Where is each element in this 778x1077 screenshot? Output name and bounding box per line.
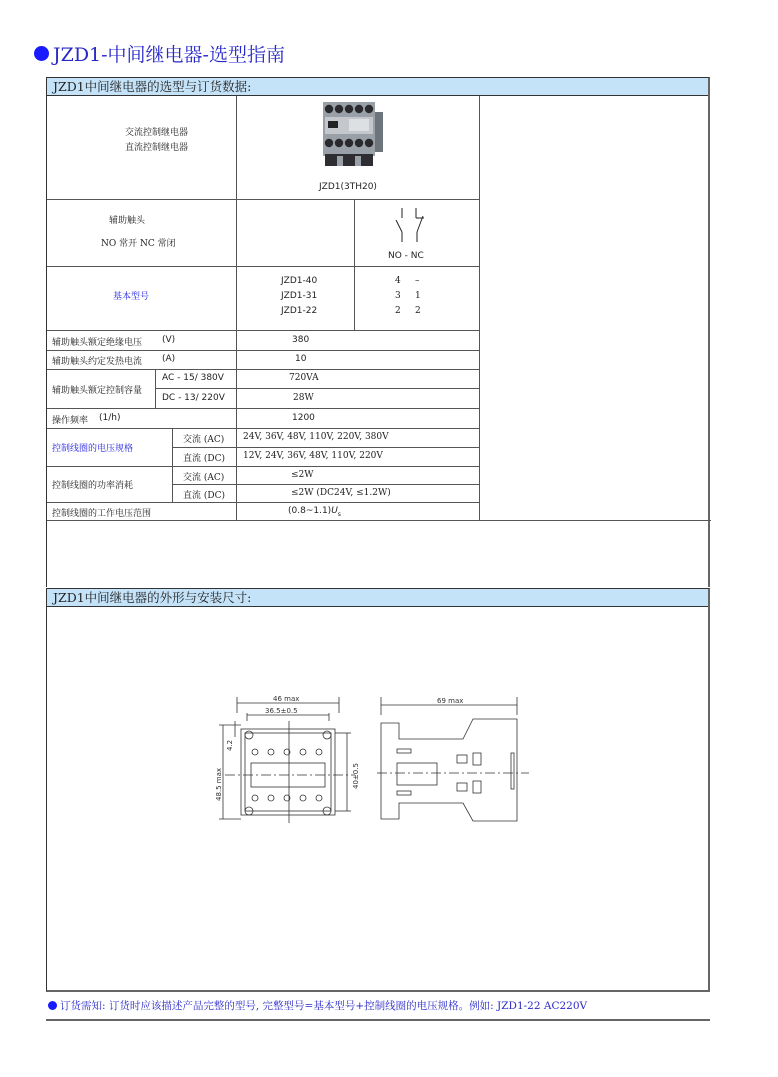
- model-no-count: 3: [395, 291, 401, 301]
- model-nc-count: 1: [415, 291, 421, 301]
- aux-contacts-legend: NO 常开 NC 常闭: [101, 239, 176, 249]
- section-header-selection: JZD1中间继电器的选型与订货数据:: [47, 78, 708, 96]
- divider: [47, 466, 480, 467]
- model-no-count: 2: [395, 306, 401, 316]
- divider: [479, 96, 480, 520]
- model-nc-count: –: [415, 276, 420, 286]
- model-name: JZD1-40: [281, 276, 318, 286]
- ordering-note: [48, 998, 587, 1013]
- aux-contacts-label: 辅助触头: [109, 216, 146, 226]
- spec-value: 28W: [293, 393, 314, 403]
- spec-label: 控制线圈的工作电压范围: [52, 509, 152, 519]
- model-name: JZD1-22: [281, 306, 318, 316]
- divider: [155, 388, 480, 389]
- selection-section: [46, 77, 710, 587]
- divider: [47, 350, 480, 351]
- spec-label: 辅助触头额定控制容量: [52, 386, 143, 396]
- type-ac-relay: 交流控制继电器: [125, 128, 189, 138]
- divider: [47, 330, 480, 331]
- divider: [47, 408, 480, 409]
- spec-value: 10: [295, 354, 307, 364]
- divider: [236, 96, 237, 520]
- spec-value: $(0.8\sim 1.1)U_s$: [288, 506, 341, 518]
- page-title: [34, 40, 285, 66]
- divider: [47, 502, 480, 503]
- divider: [47, 369, 480, 370]
- no-nc-contact-symbol-icon: [392, 206, 432, 244]
- spec-label: 控制线圈的电压规格: [52, 444, 134, 454]
- footer-divider: [46, 1019, 710, 1021]
- model-name: JZD1-31: [281, 291, 318, 301]
- type-dc-relay: 直流控制继电器: [125, 143, 189, 153]
- divider: [47, 428, 480, 429]
- relay-product-image: [319, 100, 389, 170]
- spec-label: 操作频率: [52, 416, 89, 426]
- spec-value: ≤2W: [291, 470, 314, 480]
- no-nc-caption: NO - NC: [388, 251, 424, 261]
- spec-unit: (A): [162, 354, 176, 364]
- spec-type: 直流 (DC): [183, 454, 225, 464]
- spec-condition: AC - 15/ 380V: [162, 373, 224, 383]
- svg-text:46 max: 46 max: [273, 695, 300, 703]
- divider: [354, 199, 355, 330]
- divider: [47, 520, 711, 521]
- svg-text:36.5±0.5: 36.5±0.5: [265, 707, 298, 715]
- section-header-dimensions: JZD1中间继电器的外形与安装尺寸:: [47, 589, 708, 607]
- spec-label: 控制线圈的功率消耗: [52, 481, 134, 491]
- spec-value: ≤2W (DC24V, ≤1.2W): [291, 488, 391, 498]
- ordering-note-text: 订货需知: 订货时应该描述产品完整的型号, 完整型号=基本型号+控制线圈的电压规格。例如: JZD1-22 AC220V: [60, 1000, 588, 1012]
- spec-value: 12V, 24V, 36V, 48V, 110V, 220V: [243, 451, 383, 461]
- divider: [172, 484, 480, 485]
- bullet-icon: [34, 46, 49, 61]
- spec-condition: DC - 13/ 220V: [162, 393, 225, 403]
- front-view-dimension-drawing: [215, 693, 365, 823]
- svg-text:4.2: 4.2: [226, 739, 234, 751]
- page-title-text: JZD1-中间继电器-选型指南: [53, 43, 285, 66]
- spec-unit: (V): [162, 335, 176, 345]
- spec-value: 24V, 36V, 48V, 110V, 220V, 380V: [243, 432, 389, 442]
- divider: [172, 428, 173, 502]
- spec-value: 720VA: [289, 373, 319, 383]
- spec-label: 辅助触头额定绝缘电压: [52, 338, 143, 348]
- bullet-icon: [48, 1001, 57, 1010]
- divider: [172, 447, 480, 448]
- svg-text:40±0.5: 40±0.5: [352, 763, 360, 789]
- basic-models-label: 基本型号: [113, 292, 150, 302]
- svg-text:69 max: 69 max: [437, 697, 464, 705]
- product-image-caption: JZD1(3TH20): [319, 182, 377, 192]
- spec-label: 辅助触头约定发热电流: [52, 357, 143, 367]
- dimensions-section: [46, 588, 710, 992]
- divider: [47, 266, 480, 267]
- divider: [47, 199, 480, 200]
- spec-type: 交流 (AC): [183, 473, 225, 483]
- svg-text:48.5 max: 48.5 max: [215, 767, 223, 801]
- spec-unit: (1/h): [99, 413, 121, 423]
- spec-type: 直流 (DC): [183, 491, 225, 501]
- model-nc-count: 2: [415, 306, 421, 316]
- model-no-count: 4: [395, 276, 401, 286]
- side-view-dimension-drawing: [373, 693, 533, 823]
- divider: [155, 369, 156, 408]
- spec-type: 交流 (AC): [183, 435, 225, 445]
- spec-value: 380: [292, 335, 310, 345]
- spec-value: 1200: [292, 413, 315, 423]
